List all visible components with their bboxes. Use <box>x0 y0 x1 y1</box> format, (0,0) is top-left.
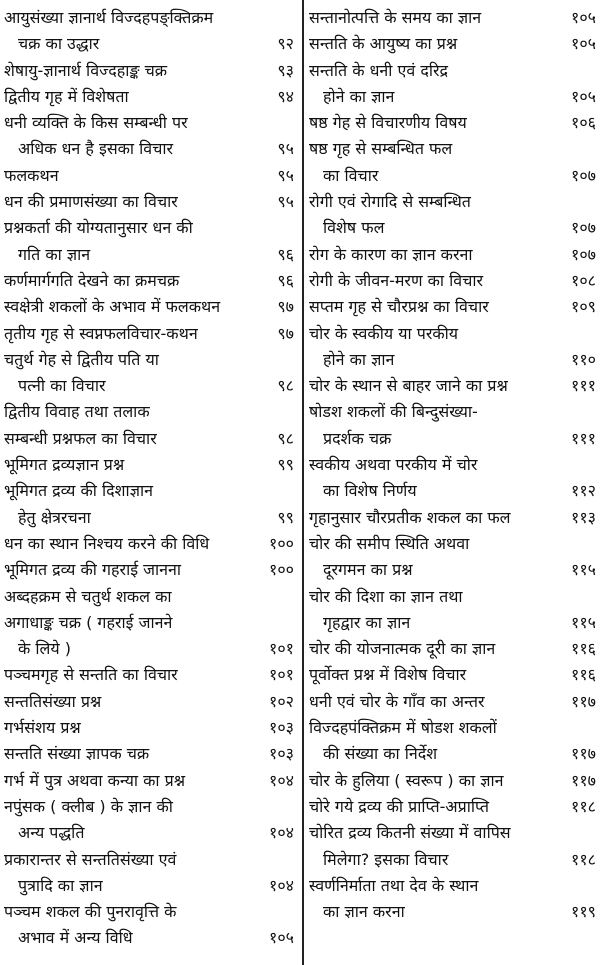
toc-entry <box>4 294 294 320</box>
toc-entry-title: पुत्रादि का ज्ञान <box>18 875 103 895</box>
toc-page-number: १०९ <box>571 297 596 317</box>
toc-entry <box>4 768 294 794</box>
toc-entry-line <box>4 294 294 320</box>
toc-page-number: १०१ <box>269 639 294 659</box>
toc-entry <box>4 452 294 478</box>
toc-entry-title: धनी एवं चोर के गाँव का अन्तर <box>309 691 485 711</box>
toc-entry <box>4 321 294 347</box>
toc-entry-title: फलकथन <box>4 165 59 185</box>
toc-entry-line <box>309 715 596 741</box>
toc-entry-title: आयुसंख्या ज्ञानार्थ विज्दहपङ्क्तिक्रम <box>4 8 214 27</box>
toc-page-number: १०७ <box>571 218 596 238</box>
toc-entry <box>4 5 294 58</box>
toc-entry-title: चोरे गये द्रव्य की प्राप्ति-अप्राप्ति <box>309 796 490 816</box>
toc-entry-line <box>4 58 294 84</box>
toc-page-number: ११६ <box>571 639 596 659</box>
toc-entry-title: रोगी के जीवन-मरण का विचार <box>309 270 484 290</box>
toc-entry-title: के लिये ) <box>18 639 71 659</box>
toc-entry <box>4 715 294 741</box>
toc-entry-title: गृहद्वार का ज्ञान <box>323 612 411 632</box>
toc-entry-title: भूमिगत द्रव्य की गहराई जानना <box>4 560 182 580</box>
toc-page-number: १०१ <box>269 665 294 685</box>
toc-entry <box>309 5 596 31</box>
toc-entry-title: चोर की समीप स्थिति अथवा <box>309 533 470 553</box>
toc-entry-line <box>4 847 294 873</box>
toc-entry-line <box>4 347 294 373</box>
toc-entry-line <box>309 452 596 478</box>
toc-entry-title: भूमिगत द्रव्य की दिशाज्ञान <box>4 481 153 501</box>
toc-entry-line <box>4 242 294 268</box>
toc-entry-title: का विचार <box>323 165 379 185</box>
toc-entry-line <box>4 268 294 294</box>
toc-entry-line <box>309 478 596 504</box>
toc-entry-line <box>309 268 596 294</box>
toc-entry-title: चोर की दिशा का ज्ञान तथा <box>309 586 463 606</box>
toc-entry-line <box>4 5 294 31</box>
toc-entry-line <box>4 636 294 662</box>
toc-entry-line <box>309 163 596 189</box>
toc-entry <box>4 794 294 847</box>
toc-entry-line <box>309 110 596 136</box>
toc-entry <box>309 873 596 926</box>
toc-entry-title: स्वकीय अथवा परकीय में चोर <box>309 455 478 475</box>
toc-page-number: ११८ <box>571 796 596 816</box>
toc-page-number: ९२ <box>277 34 294 54</box>
toc-entry-title: होने का ज्ञान <box>323 349 395 369</box>
toc-entry <box>309 820 596 873</box>
toc-entry-title: सन्तति के धनी एवं दरिद्र <box>309 60 449 80</box>
toc-entry-title: स्वक्षेत्री शकलों के अभाव में फलकथन <box>4 297 221 317</box>
toc-entry <box>309 399 596 452</box>
toc-page-number: ९९ <box>277 507 294 527</box>
toc-page-number: ११२ <box>571 481 596 501</box>
toc-entry-line <box>4 399 294 425</box>
toc-entry-title: गर्भसंशय प्रश्न <box>4 718 81 738</box>
toc-page-number: ९६ <box>277 270 294 290</box>
toc-page-number: ११९ <box>571 902 596 922</box>
toc-entry-title: कर्णमार्गगति देखने का क्रमचक्र <box>4 270 180 290</box>
toc-entry-line <box>309 505 596 531</box>
toc-page-number: १०६ <box>571 113 596 133</box>
toc-page-number: ९५ <box>277 139 294 159</box>
toc-entry-line <box>309 557 596 583</box>
toc-page-number: १०३ <box>269 744 294 764</box>
toc-entry-title: दूरगमन का प्रश्न <box>323 560 413 580</box>
toc-entry-title: सन्तानोत्पत्ति के समय का ज्ञान <box>309 8 482 27</box>
toc-entry <box>4 741 294 767</box>
toc-entry-line <box>4 84 294 110</box>
toc-entry <box>309 584 596 637</box>
toc-entry-title: प्रकारान्तर से सन्ततिसंख्या एवं <box>4 849 177 869</box>
toc-entry-title: चोर के स्थान से बाहर जाने का प्रश्न <box>309 376 508 396</box>
toc-entry <box>309 58 596 111</box>
toc-entry-title: अब्दहक्रम से चतुर्थ शकल का <box>4 586 172 606</box>
toc-entry-title: सन्तति के आयुष्य का प्रश्न <box>309 34 458 54</box>
toc-entry-title: सम्बन्धी प्रश्नफल का विचार <box>4 428 157 448</box>
toc-entry-line <box>309 636 596 662</box>
toc-page-number: ९८ <box>277 428 294 448</box>
toc-entry-line <box>309 294 596 320</box>
toc-page-number: ९५ <box>277 165 294 185</box>
toc-entry-title: का विशेष निर्णय <box>323 481 417 501</box>
toc-entry-title: मिलेगा? इसका विचार <box>323 849 449 869</box>
toc-entry <box>309 110 596 136</box>
toc-entry-title: चोर के हुलिया ( स्वरूप ) का ज्ञान <box>309 770 504 790</box>
toc-entry <box>4 58 294 84</box>
toc-entry-line <box>309 136 596 162</box>
toc-entry <box>4 847 294 900</box>
toc-page-number: ९५ <box>277 192 294 212</box>
toc-page-number: १०० <box>269 560 294 580</box>
toc-entry-title: अगाधाङ्क चक्र ( गहराई जानने <box>4 612 173 632</box>
toc-page-number: १०५ <box>571 8 596 27</box>
toc-entry-title: धन का स्थान निश्चय करने की विधि <box>4 533 210 553</box>
toc-entry-title: चोर के स्वकीय या परकीय <box>309 323 459 343</box>
toc-entry <box>309 373 596 399</box>
toc-entry-line <box>309 768 596 794</box>
toc-entry-line <box>4 584 294 610</box>
toc-entry <box>309 662 596 688</box>
toc-entry <box>4 399 294 452</box>
toc-entry-line <box>309 426 596 452</box>
toc-entry <box>309 636 596 662</box>
toc-entry-line <box>309 399 596 425</box>
toc-entry <box>309 321 596 374</box>
toc-entry-title: की संख्या का निर्देश <box>323 744 438 764</box>
column-divider <box>302 0 304 965</box>
toc-page-number: १०७ <box>571 165 596 185</box>
toc-entry <box>309 189 596 242</box>
toc-entry-line <box>309 5 596 31</box>
toc-page-number: ११५ <box>571 612 596 632</box>
toc-entry-line <box>4 452 294 478</box>
toc-entry-title: धनी व्यक्ति के किस सम्बन्धी पर <box>4 113 188 133</box>
toc-entry-line <box>309 820 596 846</box>
toc-entry-title: द्वितीय विवाह तथा तलाक <box>4 402 150 422</box>
toc-page-number: ११६ <box>571 665 596 685</box>
toc-entry-line <box>4 794 294 820</box>
toc-entry-title: गर्भ में पुत्र अथवा कन्या का प्रश्न <box>4 770 186 790</box>
toc-entry-title: द्वितीय गृह में विशेषता <box>4 86 129 106</box>
toc-entry-line <box>309 899 596 925</box>
toc-entry-title: चक्र का उद्धार <box>18 34 100 54</box>
toc-entry-line <box>4 531 294 557</box>
toc-page-number: ९४ <box>277 86 294 106</box>
toc-page-number: १०५ <box>571 34 596 54</box>
toc-entry <box>4 215 294 268</box>
toc-entry <box>4 899 294 952</box>
toc-page-number: १०७ <box>571 244 596 264</box>
toc-page-number: १०४ <box>269 770 294 790</box>
toc-entry-line <box>309 584 596 610</box>
toc-page-number: ११३ <box>571 507 596 527</box>
toc-entry-line <box>309 873 596 899</box>
toc-page-number: १०० <box>269 533 294 553</box>
toc-entry <box>4 110 294 163</box>
toc-entry-title: षष्ठ गृह से सम्बन्धित फल <box>309 139 453 159</box>
toc-entry-title: चोर की योजनात्मक दूरी का ज्ञान <box>309 639 496 659</box>
toc-entry <box>309 268 596 294</box>
toc-page-number: १०५ <box>269 928 294 948</box>
toc-page-number: १०४ <box>269 875 294 895</box>
toc-page-number: ९९ <box>277 455 294 475</box>
toc-entry-title: पूर्वोक्त प्रश्न में विशेष विचार <box>309 665 467 685</box>
toc-entry-line <box>309 31 596 57</box>
toc-entry-line <box>4 373 294 399</box>
toc-page-number: ११७ <box>571 770 596 790</box>
toc-entry-title: पत्नी का विचार <box>18 376 106 396</box>
toc-entry-line <box>4 215 294 241</box>
toc-entry <box>4 557 294 583</box>
toc-entry-line <box>309 689 596 715</box>
toc-entry-title: भूमिगत द्रव्यज्ञान प्रश्न <box>4 455 125 475</box>
toc-entry-title: सन्तति संख्या ज्ञापक चक्र <box>4 744 150 764</box>
toc-entry <box>309 768 596 794</box>
toc-entry-title: पञ्चम शकल की पुनरावृत्ति के <box>4 902 177 922</box>
toc-entry-line <box>4 689 294 715</box>
toc-entry-line <box>4 899 294 925</box>
toc-entry-line <box>4 163 294 189</box>
toc-entry-title: गति का ज्ञान <box>18 244 91 264</box>
toc-entry <box>4 478 294 531</box>
toc-page-number: ९६ <box>277 244 294 264</box>
toc-entry <box>309 715 596 768</box>
toc-page-number: १०५ <box>571 86 596 106</box>
toc-entry-line <box>309 58 596 84</box>
toc-entry-title: अभाव में अन्य विधि <box>18 928 133 948</box>
toc-entry-title: स्वर्णनिर्माता तथा देव के स्थान <box>309 875 479 895</box>
toc-page-number: ११८ <box>571 849 596 869</box>
toc-page-number: ९८ <box>277 376 294 396</box>
toc-entry-title: गृहानुसार चौरप्रतीक शकल का फल <box>309 507 511 527</box>
toc-entry-title: प्रश्नकर्ता की योग्यतानुसार धन की <box>4 218 193 238</box>
toc-entry-line <box>309 662 596 688</box>
toc-page-number: १०४ <box>269 823 294 843</box>
toc-entry-title: शेषायु-ज्ञानार्थ विज्दहाङ्क चक्र <box>4 60 168 80</box>
toc-entry <box>4 189 294 215</box>
toc-entry-line <box>4 820 294 846</box>
toc-entry <box>309 689 596 715</box>
toc-entry-line <box>309 847 596 873</box>
toc-entry-line <box>309 189 596 215</box>
toc-entry <box>4 268 294 294</box>
toc-entry-line <box>4 662 294 688</box>
toc-entry-line <box>4 873 294 899</box>
toc-entry <box>309 242 596 268</box>
toc-entry-line <box>309 215 596 241</box>
toc-entry <box>4 84 294 110</box>
toc-page-number: ९७ <box>277 297 294 317</box>
toc-entry-line <box>4 768 294 794</box>
toc-entry <box>4 531 294 557</box>
toc-entry-title: पञ्चमगृह से सन्तति का विचार <box>4 665 178 685</box>
toc-entry-title: सन्ततिसंख्या प्रश्न <box>4 691 102 711</box>
toc-entry-line <box>309 794 596 820</box>
toc-entry-line <box>309 321 596 347</box>
toc-entry-line <box>309 741 596 767</box>
toc-entry-line <box>4 189 294 215</box>
toc-column-right <box>309 5 596 925</box>
toc-entry-line <box>4 557 294 583</box>
toc-entry-title: चतुर्थ गेह से द्वितीय पति या <box>4 349 159 369</box>
toc-entry-line <box>309 242 596 268</box>
toc-entry-line <box>4 426 294 452</box>
toc-entry-line <box>4 610 294 636</box>
toc-entry-line <box>4 110 294 136</box>
toc-entry-title: का ज्ञान करना <box>323 902 405 922</box>
toc-page-number: ११७ <box>571 691 596 711</box>
toc-page-number: १११ <box>571 428 596 448</box>
toc-page-number: ११५ <box>571 560 596 580</box>
toc-entry-line <box>309 84 596 110</box>
toc-entry <box>309 294 596 320</box>
toc-entry-line <box>4 321 294 347</box>
toc-entry <box>309 794 596 820</box>
toc-entry-line <box>309 347 596 373</box>
toc-entry <box>309 452 596 505</box>
toc-entry <box>309 31 596 57</box>
toc-entry-title: हेतु क्षेत्ररचना <box>18 507 91 527</box>
toc-entry <box>309 505 596 531</box>
toc-entry-title: विशेष फल <box>323 218 385 238</box>
toc-entry-title: सप्तम गृह से चौरप्रश्न का विचार <box>309 297 489 317</box>
toc-entry <box>309 531 596 584</box>
toc-entry <box>4 662 294 688</box>
toc-entry <box>309 136 596 189</box>
toc-entry-line <box>4 478 294 504</box>
toc-page-number: १०२ <box>269 691 294 711</box>
toc-page-number: ९७ <box>277 323 294 343</box>
toc-entry-line <box>309 531 596 557</box>
toc-entry-line <box>4 505 294 531</box>
toc-entry-title: अधिक धन है इसका विचार <box>18 139 174 159</box>
toc-entry-line <box>4 31 294 57</box>
toc-entry-line <box>4 715 294 741</box>
toc-entry-title: रोग के कारण का ज्ञान करना <box>309 244 473 264</box>
toc-page-number: १११ <box>571 376 596 396</box>
toc-page-number: १०८ <box>571 270 596 290</box>
toc-entry-title: धन की प्रमाणसंख्या का विचार <box>4 192 178 212</box>
toc-entry-title: षष्ठ गेह से विचारणीय विषय <box>309 113 467 133</box>
toc-entry-line <box>4 925 294 951</box>
toc-entry-title: अन्य पद्धति <box>18 823 85 843</box>
toc-entry <box>4 163 294 189</box>
toc-page-number: ११७ <box>571 744 596 764</box>
toc-page-number: १०३ <box>269 718 294 738</box>
toc-entry-line <box>309 610 596 636</box>
toc-entry-line <box>309 373 596 399</box>
toc-column-left <box>4 5 294 952</box>
toc-entry-title: होने का ज्ञान <box>323 86 395 106</box>
toc-entry-title: चोरित द्रव्य कितनी संख्या में वापिस <box>309 823 511 843</box>
toc-entry-title: रोगी एवं रोगादि से सम्बन्धित <box>309 192 471 212</box>
toc-entry-title: प्रदर्शक चक्र <box>323 428 392 448</box>
toc-entry-title: तृतीय गृह से स्वप्नफलविचार-कथन <box>4 323 198 343</box>
toc-entry <box>4 347 294 400</box>
toc-entry-title: नपुंसक ( क्लीब ) के ज्ञान की <box>4 796 173 816</box>
toc-page-number: ११० <box>571 349 596 369</box>
toc-entry-line <box>4 136 294 162</box>
toc-entry-line <box>4 741 294 767</box>
toc-entry-title: षोडश शकलों की बिन्दुसंख्या- <box>309 402 478 422</box>
toc-entry <box>4 689 294 715</box>
toc-entry-title: विज्दहपंक्तिक्रम में षोडश शकलों <box>309 718 497 738</box>
toc-entry <box>4 584 294 663</box>
toc-page-number: ९३ <box>277 60 294 80</box>
